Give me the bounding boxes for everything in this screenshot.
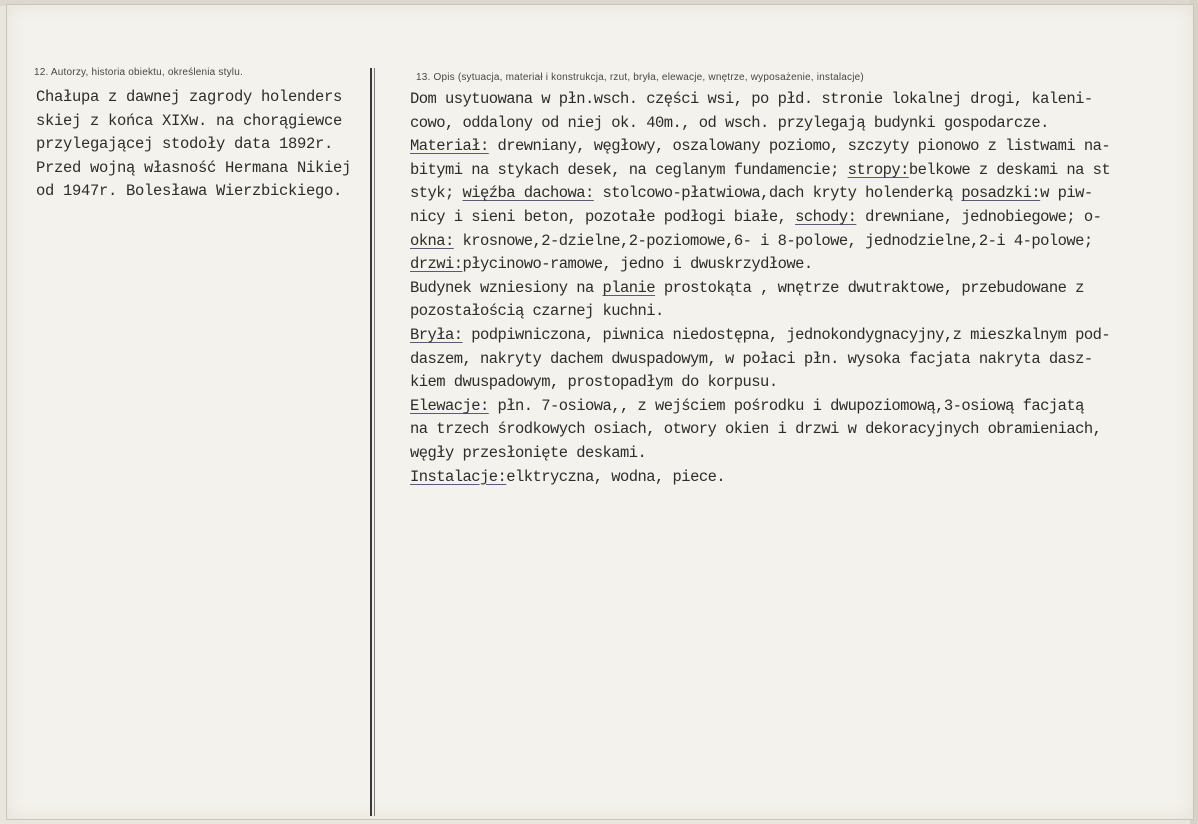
- section-13-line: [410, 230, 1190, 254]
- section-13-line: [410, 324, 1190, 348]
- section-13-line: [410, 466, 1190, 490]
- field-label: planie: [602, 278, 656, 297]
- field-text: Dom usytuowana w płn.wsch. części wsi, po płd. stronie lokalnej drogi, kaleni-: [410, 90, 1093, 108]
- field-text: elktryczna, wodna, piece.: [506, 467, 726, 486]
- section-12-line: Przed wojną własność Hermana Nikiej: [36, 158, 352, 177]
- section-13-line: [410, 253, 1190, 277]
- section-13-line: [410, 442, 1190, 466]
- field-text: węgły przesłonięte deskami.: [410, 443, 647, 462]
- field-text: styk;: [410, 184, 463, 203]
- field-text: podpiwniczona, piwnica niedostępna, jednokondygnacyjny,z mieszkalnym pod-: [462, 325, 1111, 344]
- field-text: drewniane, jednobiegowe; o-: [856, 207, 1102, 226]
- section-12-text: [36, 86, 366, 204]
- section-13-line: [410, 88, 1190, 112]
- field-label: stropy:: [847, 160, 909, 179]
- section-13-line: [410, 112, 1190, 136]
- field-label: posadzki:: [961, 184, 1041, 203]
- column-divider: [370, 68, 372, 816]
- section-12-line: od 1947r. Bolesława Wierzbickiego.: [36, 182, 343, 201]
- section-13-line: [410, 159, 1190, 183]
- field-text: kiem dwuspadowym, prostopadłym do korpusu.: [410, 373, 778, 392]
- field-text: płycinowo-ramowe, jedno i dwuskrzydłowe.: [462, 255, 813, 274]
- field-label: okna:: [410, 231, 454, 250]
- section-13-line: [410, 418, 1190, 442]
- field-text: prostokąta , wnętrze dwutraktowe, przebudowane z: [655, 278, 1084, 297]
- section-13-line: [410, 135, 1190, 159]
- section-13-line: [410, 300, 1190, 324]
- field-text: Budynek wzniesiony na: [410, 278, 603, 297]
- field-text: krosnowe,2-dzielne,2-poziomowe,6- i 8-polowe, jednodzielne,2-i 4-polowe;: [453, 231, 1093, 250]
- section-13-line: [410, 371, 1190, 395]
- field-text: daszem, nakryty dachem dwuspadowym, w połaci płn. wysoka facjata nakryta dasz-: [410, 349, 1093, 368]
- field-label: schody:: [795, 207, 857, 226]
- section-13-line: [410, 277, 1190, 301]
- section-12-line: skiej z końca XIXw. na chorągiewce: [36, 111, 343, 130]
- field-text: nicy i sieni beton, pozotałe podłogi białe,: [410, 207, 796, 226]
- field-text: płn. 7-osiowa,, z wejściem pośrodku i dwupoziomową,3-osiową facjatą: [488, 396, 1084, 415]
- field-text: bitymi na stykach desek, na ceglanym fundamencie;: [410, 160, 848, 179]
- section-12-line: Chałupa z dawnej zagrody holenders: [36, 88, 343, 106]
- section-13-line: [410, 348, 1190, 372]
- field-label: Elewacje:: [410, 396, 489, 415]
- section-13-line: [410, 182, 1190, 206]
- field-text: drewniany, węgłowy, oszalowany poziomo, szczyty pionowo z listwami na-: [488, 137, 1111, 156]
- section-13-text: [410, 88, 1190, 489]
- section-13-label: 13. Opis (sytuacja, materiał i konstrukcja, rzut, bryła, elewacje, wnętrze, wyposażenie, instalacje): [416, 72, 864, 83]
- field-text: cowo, oddalony od niej ok. 40m., od wsch. przylegają budynki gospodarcze.: [410, 113, 1049, 132]
- field-label: Instalacje:: [410, 467, 507, 486]
- section-13-line: [410, 395, 1190, 419]
- field-label: Bryła:: [410, 325, 463, 344]
- field-text: belkowe z deskami na st: [908, 160, 1111, 179]
- field-label: drzwi:: [410, 255, 463, 274]
- section-12-label: 12. Autorzy, historia obiektu, określenia stylu.: [34, 67, 243, 78]
- column-divider-shadow: [374, 68, 375, 816]
- field-text: na trzech środkowych osiach, otwory okien i drzwi w dekoracyjnych obramieniach,: [410, 420, 1102, 439]
- field-text: stolcowo-płatwiowa,dach kryty holenderką: [593, 184, 962, 203]
- section-13-line: [410, 206, 1190, 230]
- field-label: więźba dachowa:: [462, 184, 594, 203]
- field-text: pozostałością czarnej kuchni.: [410, 302, 664, 321]
- section-12-line: przylegającej stodoły data 1892r.: [36, 135, 334, 154]
- field-text: w piw-: [1040, 184, 1093, 203]
- field-label: Materiał:: [410, 137, 489, 156]
